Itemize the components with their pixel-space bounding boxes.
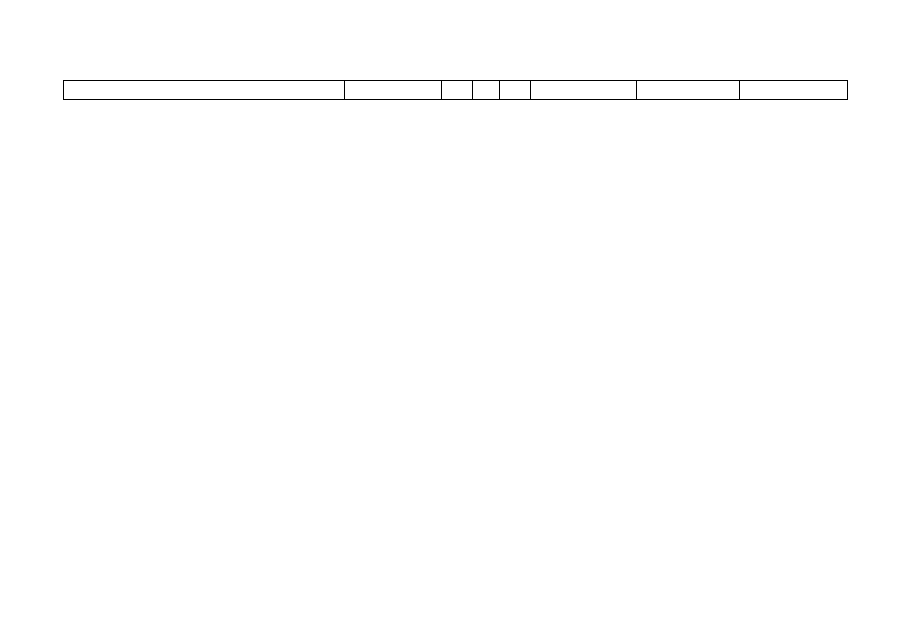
- column-header-6: [531, 81, 637, 100]
- column-header-7: [637, 81, 740, 100]
- column-header-8: [740, 81, 848, 100]
- column-header-3: [442, 81, 473, 100]
- column-header-2: [345, 81, 442, 100]
- column-header-4: [473, 81, 500, 100]
- column-header-5: [500, 81, 531, 100]
- column-header-table: [63, 80, 848, 100]
- column-header-1: [64, 81, 345, 100]
